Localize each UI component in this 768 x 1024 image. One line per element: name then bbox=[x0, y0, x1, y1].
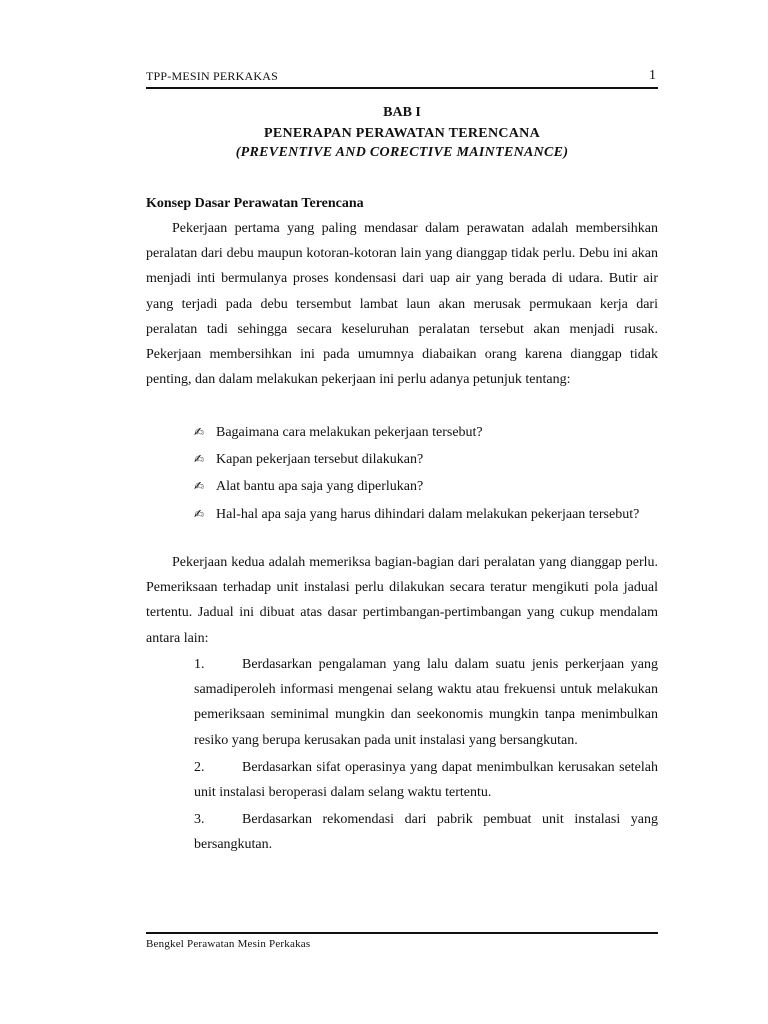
chapter-number: BAB I bbox=[383, 105, 421, 120]
bullet-text: Kapan pekerjaan tersebut dilakukan? bbox=[216, 452, 424, 468]
bullet-text: Hal-hal apa saja yang harus dihindari dalam melakukan pekerjaan tersebut? bbox=[216, 506, 640, 522]
item-number: 3. bbox=[194, 812, 205, 828]
item-text: Berdasarkan pengalaman yang lalu dalam suatu jenis perkerjaan yang samadiperoleh informasi mengenai selang waktu atau frekuensi untuk melakukan pemeriksaan seminimal mungkin dan seekonomis mungkin tanpa menimbulkan resiko yang berupa kerusakan pada unit instalasi yang bersangkutan. bbox=[194, 657, 658, 748]
numbered-item bbox=[194, 652, 658, 753]
writing-hand-icon: ✍ bbox=[194, 452, 205, 467]
numbered-item bbox=[194, 807, 658, 857]
page-footer: Bengkel Perawatan Mesin Perkakas bbox=[146, 938, 311, 950]
bullet-item bbox=[194, 420, 658, 445]
header-title: TPP-MESIN PERKAKAS bbox=[146, 69, 278, 83]
item-number: 2. bbox=[194, 759, 205, 775]
chapter-subtitle: (PREVENTIVE AND CORECTIVE MAINTENANCE) bbox=[235, 145, 569, 160]
bullet-list bbox=[194, 420, 658, 529]
writing-hand-icon: ✍ bbox=[194, 425, 205, 439]
page-header bbox=[146, 69, 658, 87]
numbered-list bbox=[194, 652, 658, 860]
writing-hand-icon: ✍ bbox=[194, 479, 205, 494]
item-text: Berdasarkan sifat operasinya yang dapat menimbulkan kerusakan setelah unit instalasi beroperasi dalam selang waktu tertentu. bbox=[194, 759, 658, 801]
chapter-title: PENERAPAN PERAWATAN TERENCANA bbox=[263, 126, 540, 141]
bullet-item bbox=[194, 447, 658, 472]
footer-rule bbox=[146, 932, 658, 934]
bullet-text: Bagaimana cara melakukan pekerjaan tersebut? bbox=[216, 425, 483, 440]
bullet-item bbox=[194, 474, 658, 499]
paragraph-inspection-text: Pekerjaan kedua adalah memeriksa bagian-bagian dari peralatan yang dianggap perlu. Pemeriksaan terhadap unit instalasi perlu dilakukan secara teratur mengikuti pola jadual tertentu. Jadual ini dibuat atas dasar pertimbangan-pertimbangan yang cukup mendalam antara lain: bbox=[146, 555, 658, 646]
section-title: Konsep Dasar Perawatan Terencana bbox=[146, 196, 364, 211]
bullet-item bbox=[194, 502, 658, 527]
numbered-item bbox=[194, 755, 658, 805]
writing-hand-icon: ✍ bbox=[194, 506, 205, 521]
item-text: Berdasarkan rekomendasi dari pabrik pembuat unit instalasi yang bersangkutan. bbox=[194, 812, 658, 853]
paragraph-intro-text: Pekerjaan pertama yang paling mendasar dalam perawatan adalah membersihkan peralatan dari debu maupun kotoran-kotoran lain yang dianggap tidak perlu. Debu ini akan menjadi inti bermulanya proses kondensasi dari uap air yang berada di udara. Butir air yang terjadi pada debu tersembut lambat laun akan merusak permukaan kerja dari peralatan tadi sehingga secara keseluruhan peralatan tersebut akan menjadi rusak. Pekerjaan membersihkan ini pada umumnya diabaikan orang karena dianggap tidak penting, dan dalam melakukan pekerjaan ini perlu adanya petunjuk tentang: bbox=[146, 221, 658, 388]
paragraph-intro bbox=[146, 216, 658, 392]
item-number: 1. bbox=[194, 657, 205, 672]
header-rule bbox=[146, 87, 658, 89]
bullet-text: Alat bantu apa saja yang diperlukan? bbox=[216, 479, 424, 495]
page-number: 1 bbox=[649, 68, 656, 83]
paragraph-inspection bbox=[146, 550, 658, 651]
